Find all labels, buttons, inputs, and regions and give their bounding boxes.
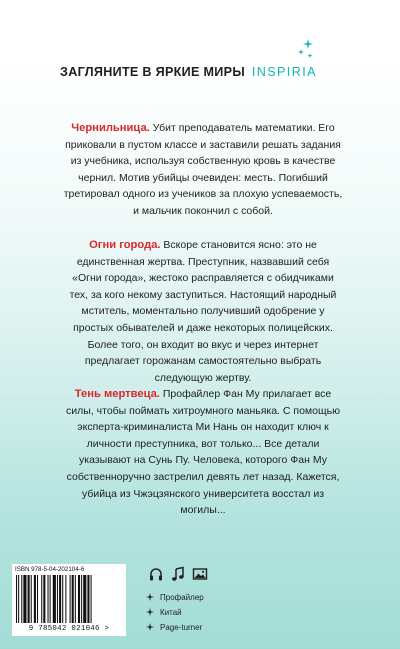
paragraph-city-lights <box>63 237 343 386</box>
barcode-bar <box>70 575 71 623</box>
barcode-bar <box>78 575 80 623</box>
sparkle-bullet-icon <box>146 608 154 616</box>
paragraph-text: Вскоре становится ясно: это не единственная жертва. Преступник, назвавший себя «Огни города», жестоко расправляется с обидчиками тех, за кого некому заступиться. Настоящий народный мститель, моментально получивший одобрение у простых обывателей и даже некоторых полицейских. Более того, он входит во вкус и через интернет предлагает горожанам самостоятельно выбрать следующую жертву. <box>69 239 337 384</box>
barcode-bar <box>81 575 82 623</box>
barcode-bar <box>31 575 32 623</box>
barcode-bar <box>21 575 22 623</box>
barcode-bar <box>91 575 92 623</box>
isbn-barcode <box>12 564 126 636</box>
barcode-bar <box>50 575 51 623</box>
barcode-bar <box>48 575 49 623</box>
barcode-bar <box>59 575 61 623</box>
image-icon <box>192 566 208 582</box>
barcode-bar <box>43 575 45 623</box>
tag-label: Page-turner <box>160 623 203 632</box>
barcode-bar <box>57 575 58 623</box>
series-header <box>60 65 340 79</box>
paragraph-text: Профайлер Фан Му прилагает все силы, чтобы поймать хитроумного маньяка. С помощью эксперта-криминалиста Ми Нань он находит ключ к личности преступника, вот только... Все детали указывают на Сунь Пу. Человека, которого Фан Му собственноручно застрелил девять лет назад. Кажется, убийца из Чжэцзянского университета восстал из могилы... <box>66 388 340 517</box>
headphones-icon <box>148 566 164 582</box>
sparkle-icon <box>296 38 316 60</box>
barcode-bar <box>16 575 17 623</box>
tag-item <box>146 608 182 617</box>
tag-label: Профайлер <box>160 593 204 602</box>
paragraph-text: Убит преподаватель математики. Его приковали в пустом классе и заставили решать задания из учебника, используя собственную кровь в качестве чернил. Мотив убийцы очевиден: месть. Погибший третировал одного из учеников за плохую успеваемость, и мальчик покончил с собой. <box>63 122 343 217</box>
sparkle-bullet-icon <box>146 623 154 631</box>
barcode-bar <box>75 575 76 623</box>
barcode-bar <box>34 575 36 623</box>
sparkle-bullet-icon <box>146 593 154 601</box>
barcode-bars <box>16 575 122 623</box>
barcode-bar <box>72 575 74 623</box>
music-note-icon <box>170 566 186 582</box>
barcode-bar <box>53 575 56 623</box>
paragraph-inkwell <box>63 120 343 220</box>
tag-item <box>146 623 202 632</box>
barcode-bar <box>83 575 86 623</box>
tag-item <box>146 593 204 602</box>
barcode-bar <box>18 575 19 623</box>
barcode-bar <box>41 575 42 623</box>
paragraph-title: Огни города. <box>89 239 161 251</box>
barcode-bar <box>65 575 66 623</box>
brand-inspiria: INSPIRIA <box>251 65 317 79</box>
barcode-bar <box>28 575 30 623</box>
series-header-prefix: ЗАГЛЯНИТЕ В ЯРКИЕ МИРЫ <box>60 65 245 79</box>
barcode-bar <box>62 575 63 623</box>
paragraph-title: Тень мертвеца. <box>74 388 160 400</box>
barcode-bar <box>37 575 38 623</box>
barcode-digits: 9 785042 021046 > <box>28 625 110 633</box>
barcode-bar <box>23 575 26 623</box>
barcode-bar <box>87 575 89 623</box>
tag-label: Китай <box>160 608 182 617</box>
paragraph-title: Чернильница. <box>71 122 150 134</box>
paragraph-dead-mans-shadow <box>63 386 343 519</box>
isbn-label: ISBN 978-5-04-202104-6 <box>15 566 85 573</box>
